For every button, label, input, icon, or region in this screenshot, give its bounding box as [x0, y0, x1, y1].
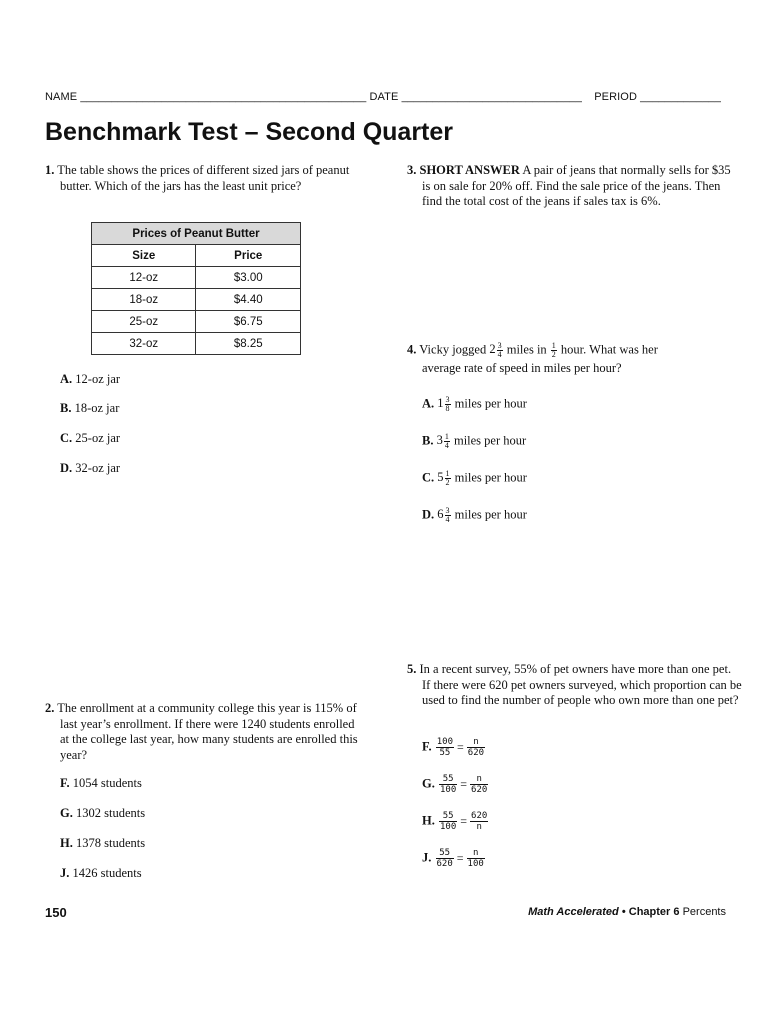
- question-text: miles in: [506, 342, 547, 357]
- choice-letter: A.: [422, 396, 435, 411]
- table-cell: $6.75: [196, 311, 301, 333]
- student-info-header: [45, 91, 735, 103]
- question-text: The table shows the prices of different sized jars of peanut butter. Which of the jars has the least unit price?: [57, 163, 350, 193]
- choice-h[interactable]: [422, 811, 489, 832]
- choice-c[interactable]: [422, 470, 527, 487]
- denominator: 100: [439, 785, 457, 795]
- question-number: 5.: [407, 662, 417, 676]
- unit-text: miles per hour: [454, 470, 527, 485]
- choice-letter: F.: [422, 739, 432, 754]
- numerator: 3: [445, 395, 450, 404]
- choice-letter: D.: [60, 461, 73, 475]
- question-text: average rate of speed in miles per hour?: [422, 361, 622, 375]
- numerator: 55: [439, 811, 457, 822]
- denominator: 8: [445, 404, 450, 413]
- proportion: [438, 811, 489, 832]
- equals-sign: =: [457, 740, 464, 754]
- question-text: A pair of jeans that normally sells for $35 is on sale for 20% off. Find the sale price of the jeans. Then find the total cost of the jeans if sales tax is 6%.: [422, 163, 731, 208]
- numerator: 55: [439, 774, 457, 785]
- period-label: PERIOD: [594, 91, 637, 103]
- whole-part: 3: [436, 433, 443, 448]
- unit-text: miles per hour: [454, 396, 527, 411]
- question-1: [45, 163, 360, 194]
- unit-text: miles per hour: [453, 433, 527, 448]
- fraction: [445, 507, 451, 524]
- page-title: Benchmark Test – Second Quarter: [45, 118, 454, 146]
- whole-part: 2: [489, 342, 496, 357]
- column-header: Price: [196, 245, 301, 267]
- question-number: 4.: [407, 342, 417, 357]
- denominator: 620: [467, 748, 485, 758]
- table-cell: $8.25: [196, 333, 301, 355]
- denominator: 100: [439, 822, 457, 832]
- choice-letter: B.: [422, 433, 434, 448]
- table-cell: 18-oz: [92, 289, 196, 311]
- choice-a[interactable]: [422, 396, 527, 413]
- equals-sign: =: [460, 814, 468, 828]
- date-line[interactable]: _____________________________: [401, 91, 582, 103]
- question-2: [45, 701, 365, 763]
- denominator: 620: [436, 859, 453, 869]
- denominator: 100: [467, 859, 484, 869]
- question-5: [407, 662, 742, 709]
- choice-h[interactable]: [60, 836, 145, 851]
- numerator: 55: [436, 848, 454, 859]
- table-row: [92, 267, 301, 289]
- choice-letter: F.: [60, 776, 70, 790]
- numerator: 3: [497, 341, 502, 350]
- peanut-butter-table: [91, 222, 301, 355]
- fraction: [445, 470, 451, 487]
- proportion: [438, 774, 489, 795]
- choice-letter: A.: [60, 372, 73, 386]
- choice-j[interactable]: [60, 866, 142, 881]
- whole-part: 6: [437, 507, 444, 522]
- fraction: [551, 342, 557, 359]
- footer-credit: [528, 906, 726, 918]
- short-answer-label: SHORT ANSWER: [419, 163, 520, 177]
- denominator: 55: [439, 748, 451, 758]
- period-line[interactable]: _____________: [640, 91, 721, 103]
- question-text: Vicky jogged: [419, 342, 487, 357]
- equals-sign: =: [460, 777, 468, 791]
- denominator: 2: [551, 350, 556, 359]
- choice-letter: G.: [422, 776, 435, 791]
- choice-g[interactable]: [60, 806, 145, 821]
- denominator: 2: [445, 478, 450, 487]
- numerator: 100: [436, 737, 454, 747]
- mixed-number: [489, 341, 503, 359]
- name-line[interactable]: ______________________________________________: [80, 91, 367, 103]
- table-cell: $4.40: [196, 289, 301, 311]
- choice-letter: H.: [422, 813, 435, 828]
- question-3: [407, 163, 742, 210]
- table-cell: 12-oz: [92, 267, 196, 289]
- choice-letter: J.: [60, 866, 70, 880]
- choice-letter: D.: [422, 507, 435, 522]
- question-text: The enrollment at a community college this year is 115% of last year’s enrollment. If there were 1240 students enrolled at the college last year, how many students are enrolled this year?: [57, 701, 358, 762]
- choice-j[interactable]: [422, 848, 486, 869]
- denominator: 620: [471, 785, 488, 795]
- choice-text: 32-oz jar: [75, 461, 121, 475]
- choice-text: 1302 students: [75, 806, 146, 820]
- choice-f[interactable]: [422, 737, 486, 758]
- denominator: 4: [445, 515, 450, 524]
- denominator: n: [476, 822, 482, 832]
- table-row: [92, 311, 301, 333]
- name-label: NAME: [45, 91, 78, 103]
- proportion: [435, 848, 486, 869]
- denominator: 4: [444, 441, 449, 450]
- bullet: •: [621, 906, 626, 918]
- choice-letter: C.: [422, 470, 435, 485]
- question-number: 2.: [45, 701, 55, 715]
- question-text: In a recent survey, 55% of pet owners have more than one pet. If there were 620 pet owners surveyed, which proportion can be used to find the number of people who own more than one pet?: [419, 662, 742, 707]
- numerator: n: [470, 774, 488, 785]
- choice-a[interactable]: [60, 372, 120, 387]
- numerator: n: [467, 848, 485, 859]
- choice-letter: B.: [60, 401, 72, 415]
- choice-text: 18-oz jar: [74, 401, 120, 415]
- equals-sign: =: [456, 851, 464, 865]
- numerator: 1: [444, 432, 449, 441]
- choice-letter: G.: [60, 806, 73, 820]
- choice-g[interactable]: [422, 774, 489, 795]
- unit-text: miles per hour: [454, 507, 527, 522]
- table-row: [92, 289, 301, 311]
- column-header: Size: [92, 245, 196, 267]
- denominator: 4: [497, 350, 502, 359]
- table-cell: 32-oz: [92, 333, 196, 355]
- choice-d[interactable]: [60, 461, 120, 476]
- fraction: [444, 433, 450, 450]
- proportion: [435, 737, 486, 758]
- question-number: 3.: [407, 163, 417, 177]
- numerator: 3: [445, 506, 450, 515]
- page-number: 150: [45, 905, 67, 920]
- question-4: [407, 342, 727, 377]
- choice-text: 1426 students: [72, 866, 142, 880]
- whole-part: 5: [437, 470, 444, 485]
- choice-letter: J.: [422, 850, 432, 865]
- chapter-topic: Percents: [682, 906, 726, 918]
- choice-text: 1378 students: [75, 836, 146, 850]
- choice-d[interactable]: [422, 507, 527, 524]
- choice-f[interactable]: [60, 776, 142, 791]
- choice-text: 1054 students: [72, 776, 142, 790]
- book-title: Math Accelerated: [528, 906, 619, 918]
- choice-letter: C.: [60, 431, 73, 445]
- table-cell: $3.00: [196, 267, 301, 289]
- whole-part: 1: [437, 396, 444, 411]
- table-caption: Prices of Peanut Butter: [92, 223, 301, 245]
- choice-b[interactable]: [422, 433, 526, 450]
- question-text: hour. What was her: [560, 342, 658, 357]
- fraction: [497, 342, 503, 359]
- choice-c[interactable]: [60, 431, 120, 446]
- numerator: 1: [551, 341, 556, 350]
- numerator: 1: [445, 469, 450, 478]
- table-row: [92, 333, 301, 355]
- chapter-label: Chapter 6: [628, 906, 680, 918]
- table-cell: 25-oz: [92, 311, 196, 333]
- choice-letter: H.: [60, 836, 73, 850]
- choice-b[interactable]: [60, 401, 119, 416]
- numerator: 620: [471, 811, 488, 821]
- question-number: 1.: [45, 163, 55, 177]
- fraction: [445, 396, 451, 413]
- numerator: n: [467, 737, 485, 748]
- date-label: DATE: [369, 91, 399, 103]
- choice-text: 25-oz jar: [75, 431, 121, 445]
- choice-text: 12-oz jar: [75, 372, 121, 386]
